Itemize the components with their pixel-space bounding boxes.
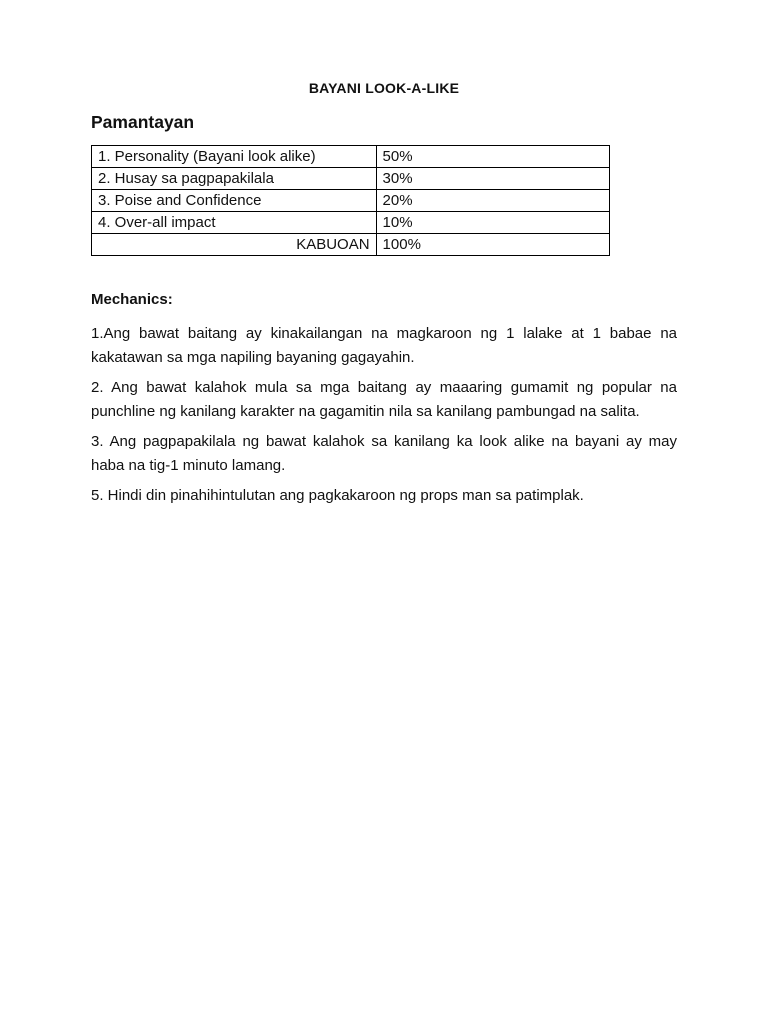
mechanics-list bbox=[91, 322, 677, 515]
document-title: BAYANI LOOK-A-LIKE bbox=[308, 80, 460, 96]
mechanics-item: 2. Ang bawat kalahok mula sa mga baitang ay maaaring gumamit ng popular na punchline ng kanilang karakter na gagamitin nila sa kanilang pambungad na salita. bbox=[91, 379, 677, 420]
criteria-label: 4. Over-all impact bbox=[92, 212, 377, 234]
criteria-heading: Pamantayan bbox=[91, 112, 195, 132]
criteria-label: 1. Personality (Bayani look alike) bbox=[92, 146, 377, 168]
mechanics-item: 5. Hindi din pinahihintulutan ang pagkakaroon ng props man sa patimplak. bbox=[91, 487, 584, 504]
criteria-value: 30% bbox=[376, 168, 609, 190]
mechanics-item: 3. Ang pagpapakilala ng bawat kalahok sa kanilang ka look alike na bayani ay may haba na tig-1 minuto lamang. bbox=[91, 433, 677, 474]
total-label: KABUOAN bbox=[92, 234, 377, 256]
table-row-total bbox=[92, 234, 610, 256]
table-row bbox=[92, 212, 610, 234]
mechanics-item: 1.Ang bawat baitang ay kinakailangan na magkaroon ng 1 lalake at 1 babae na kakatawan sa mga napiling bayaning gagayahin. bbox=[91, 325, 677, 366]
criteria-value: 10% bbox=[376, 212, 609, 234]
mechanics-heading: Mechanics: bbox=[91, 291, 173, 308]
criteria-table bbox=[91, 145, 610, 256]
table-row bbox=[92, 168, 610, 190]
table-row bbox=[92, 190, 610, 212]
criteria-label: 2. Husay sa pagpapakilala bbox=[92, 168, 377, 190]
table-row bbox=[92, 146, 610, 168]
criteria-value: 50% bbox=[376, 146, 609, 168]
total-value: 100% bbox=[376, 234, 609, 256]
criteria-label: 3. Poise and Confidence bbox=[92, 190, 377, 212]
criteria-value: 20% bbox=[376, 190, 609, 212]
